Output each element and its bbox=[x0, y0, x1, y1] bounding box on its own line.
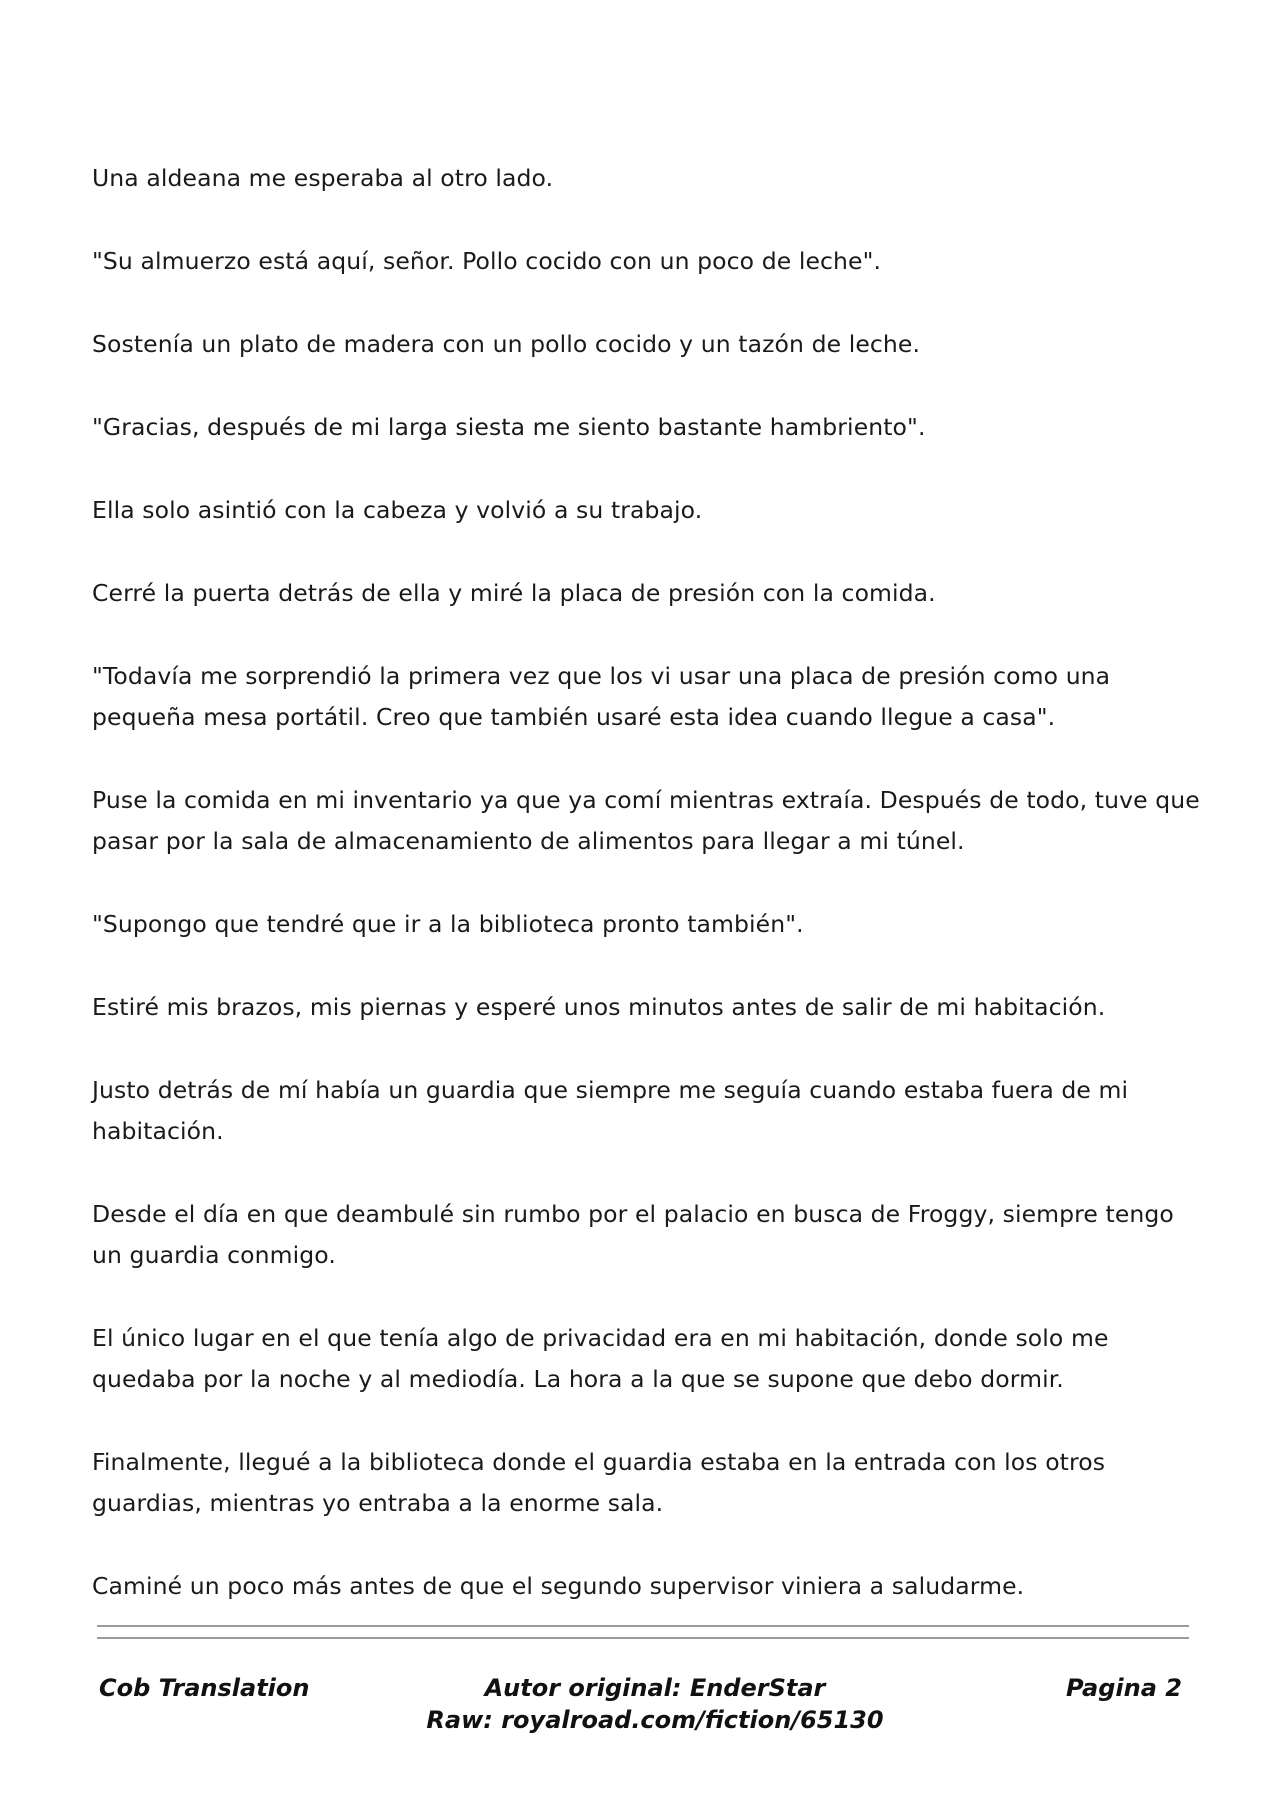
paragraph: "Gracias, después de mi larga siesta me siento bastante hambriento". bbox=[92, 413, 926, 441]
paragraph: Caminé un poco más antes de que el segundo supervisor viniera a saludarme. bbox=[92, 1572, 1025, 1600]
paragraph: Desde el día en que deambulé sin rumbo por el palacio en busca de Froggy, siempre tengo un guardia conmigo. bbox=[92, 1200, 1174, 1269]
paragraph: El único lugar en el que tenía algo de privacidad era en mi habitación, donde solo me quedaba por la noche y al mediodía. La hora a la que se supone que debo dormir. bbox=[92, 1324, 1109, 1393]
paragraph: Justo detrás de mí había un guardia que siempre me seguía cuando estaba fuera de mi habitación. bbox=[92, 1076, 1129, 1145]
paragraph: Cerré la puerta detrás de ella y miré la placa de presión con la comida. bbox=[92, 579, 936, 607]
footer-divider-top bbox=[97, 1625, 1189, 1627]
body-text bbox=[92, 158, 1202, 1607]
paragraph: "Supongo que tendré que ir a la biblioteca pronto también". bbox=[92, 910, 804, 938]
paragraph: Estiré mis brazos, mis piernas y esperé unos minutos antes de salir de mi habitación. bbox=[92, 993, 1106, 1021]
paragraph: Puse la comida en mi inventario ya que ya comí mientras extraía. Después de todo, tuve que pasar por la sala de almacenamiento de alimentos para llegar a mi túnel. bbox=[92, 786, 1200, 855]
paragraph: "Todavía me sorprendió la primera vez que los vi usar una placa de presión como una pequeña mesa portátil. Creo que también usaré esta idea cuando llegue a casa". bbox=[92, 662, 1111, 731]
paragraph: Una aldeana me esperaba al otro lado. bbox=[92, 164, 554, 192]
paragraph: "Su almuerzo está aquí, señor. Pollo cocido con un poco de leche". bbox=[92, 247, 882, 275]
footer-author: Autor original: EnderStar bbox=[484, 1674, 826, 1702]
footer-source-link: Raw: royalroad.com/fiction/65130 bbox=[426, 1706, 884, 1734]
paragraph: Sostenía un plato de madera con un pollo cocido y un tazón de leche. bbox=[92, 330, 921, 358]
footer-page-number: Pagina 2 bbox=[1066, 1674, 1182, 1702]
paragraph: Finalmente, llegué a la biblioteca donde el guardia estaba en la entrada con los otros guardias, mientras yo entraba a la enorme sala. bbox=[92, 1448, 1106, 1517]
footer-divider-bottom bbox=[97, 1637, 1189, 1639]
paragraph: Ella solo asintió con la cabeza y volvió a su trabajo. bbox=[92, 496, 703, 524]
footer-translator: Cob Translation bbox=[99, 1674, 310, 1702]
